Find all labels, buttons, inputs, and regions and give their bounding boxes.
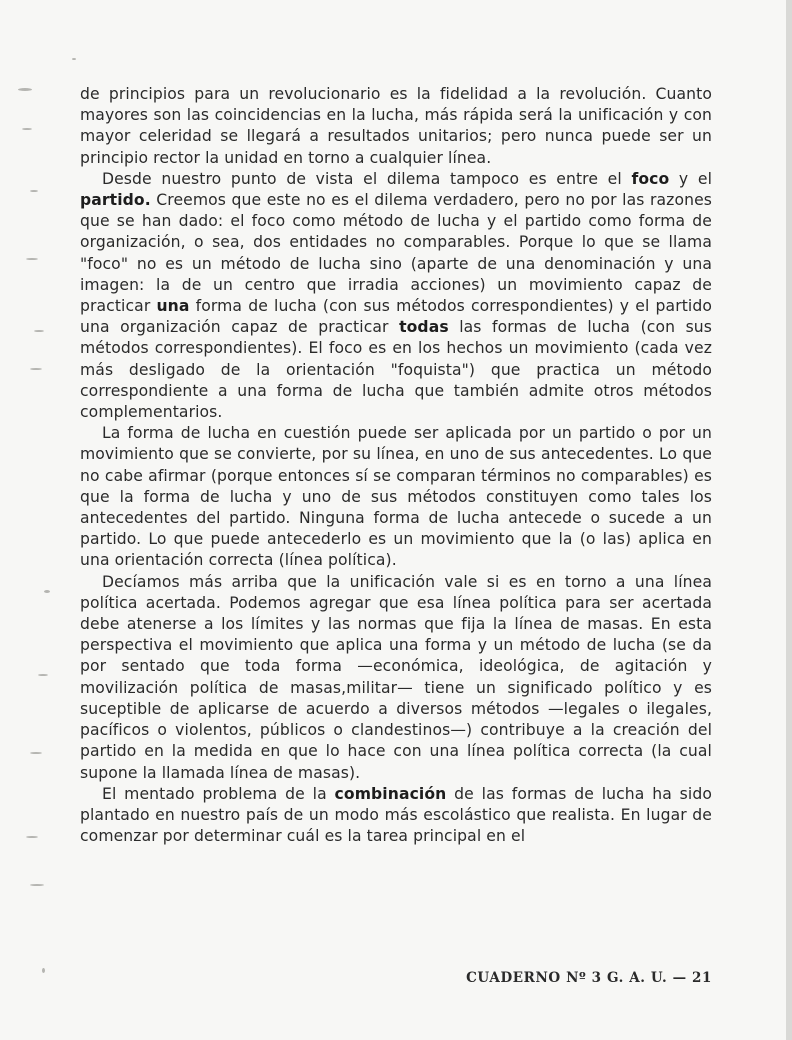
emphasized-term: combinación [334, 784, 447, 803]
paragraph [80, 169, 712, 423]
paragraph [80, 423, 712, 571]
emphasized-term: todas [399, 318, 449, 337]
text-run: forma de lucha (con sus métodos correspondientes) y el partido una organización capaz de practicar [80, 297, 712, 337]
margin-bleed-through [4, 78, 70, 122]
ink-speck [30, 884, 44, 886]
ink-speck [30, 752, 42, 754]
ink-speck [42, 968, 45, 973]
ink-speck [22, 128, 32, 130]
ink-speck [30, 368, 42, 370]
paragraph [80, 572, 712, 784]
text-run: Creemos que este no es el dilema verdadero, pero no por las razones que se han dado: el foco como método de lucha y el partido como forma de organización, o sea, dos entidades no comparables. Porque lo que se llama "foco" no es un método de lucha sino (aparte de una denominación y una imagen: la de un centro que irradia acciones) un movimiento capaz de practicar [80, 191, 712, 316]
text-run: Decíamos más arriba que la unificación vale si es en torno a una línea política acertada. Podemos agregar que esa línea política para ser acertada debe atenerse a los límites y las normas que fija la línea de masas. En esta perspectiva el movimiento que aplica una forma y un método de lucha (se da por sentado que toda forma —económica, ideológica, de agitación y movilización política de masas,militar— tiene un significado político y es suceptible de aplicarse de acuerdo a diversos métodos —legales o ilegales, pacíficos o violentos, públicos o clandestinos—) contribuye a la creación del partido en la medida en que lo hace con una línea política correcta (la cual supone la llamada línea de masas). [80, 572, 712, 782]
paragraph [80, 784, 712, 848]
emphasized-term: foco [631, 169, 670, 188]
emphasized-term: una [156, 297, 190, 316]
ink-speck [38, 674, 48, 676]
text-run: y el [669, 169, 713, 188]
ink-speck [72, 58, 76, 60]
text-run: La forma de lucha en cuestión puede ser aplicada por un partido o por un movimiento que se convierte, por su línea, en uno de sus antecedentes. Lo que no cabe afirmar (porque entonces sí se comparan términos no comparables) es que la forma de lucha y uno de sus métodos constituyen como tales los antecedentes del partido. Ninguna forma de lucha antecede o sucede a un partido. Lo que puede antecederlo es un movimiento que la (o las) aplica en una orientación correcta (línea política). [80, 424, 712, 570]
text-run: de principios para un revolucionario es la fidelidad a la revolución. Cuanto mayores son las coincidencias en la lucha, más rápida será la unificación y con mayor celeridad se llegará a resultados unitarios; pero nunca puede ser un principio rector la unidad en torno a cualquier línea. [80, 85, 712, 167]
ink-speck [18, 88, 32, 91]
ink-speck [26, 836, 38, 838]
text-run: Desde nuestro punto de vista el dilema tampoco es entre el [102, 169, 632, 188]
emphasized-term: partido. [80, 191, 151, 210]
ink-speck [44, 590, 50, 593]
text-run: El mentado problema de la [102, 784, 335, 803]
text-run: de las formas de lucha ha sido plantado en nuestro país de un modo más escolástico que realista. En lugar de comenzar por determinar cuál es la tarea principal en el [80, 784, 712, 846]
paragraph [80, 84, 712, 169]
page-footer: CUADERNO Nº 3 G. A. U. — 21 [466, 970, 712, 986]
text-run: las formas de lucha (con sus métodos correspondientes). El foco es en los hechos un movimiento (cada vez más desligado de la orientación "foquista") que practica un método correspondiente a una forma de lucha que también admite otros métodos complementarios. [80, 318, 713, 422]
ink-speck [34, 330, 44, 332]
body-text [80, 84, 712, 847]
ink-speck [26, 258, 38, 260]
ink-speck [30, 190, 38, 192]
